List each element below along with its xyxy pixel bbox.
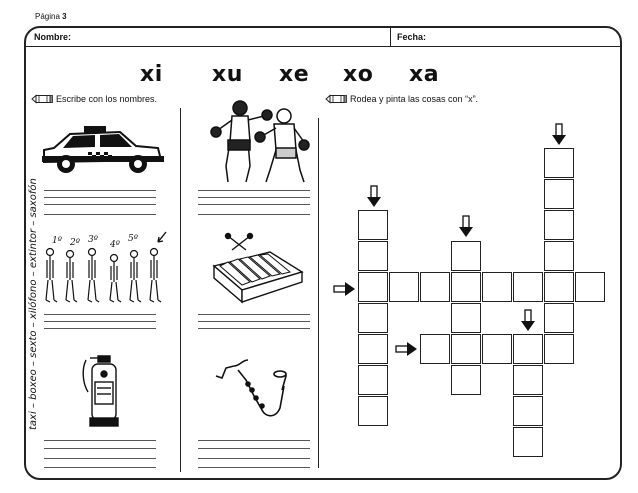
writing-line[interactable] — [198, 467, 310, 468]
crossword-cell[interactable] — [451, 334, 481, 364]
crossword-cell[interactable] — [358, 365, 388, 395]
ordinal-4: 4º — [110, 240, 120, 250]
writing-line[interactable] — [44, 328, 156, 329]
column-divider-left — [180, 108, 181, 472]
writing-line[interactable] — [198, 321, 310, 322]
people-queue-icon — [38, 228, 170, 306]
crossword-cell[interactable] — [544, 241, 574, 271]
crossword-cell[interactable] — [358, 210, 388, 240]
ordinal-1: 1º — [52, 236, 62, 246]
page-label-prefix: Página — [35, 12, 60, 21]
crossword-cell[interactable] — [544, 210, 574, 240]
crossword-cell[interactable] — [420, 272, 450, 302]
fire-extinguisher-icon — [78, 352, 128, 430]
crossword-cell[interactable] — [358, 334, 388, 364]
crossword-cell[interactable] — [451, 303, 481, 333]
pencil-icon — [325, 94, 347, 104]
crossword-cell[interactable] — [358, 272, 388, 302]
syllable-xa: xa — [409, 62, 440, 87]
date-field[interactable] — [432, 30, 612, 44]
crossword-cell[interactable] — [358, 303, 388, 333]
writing-line[interactable] — [198, 214, 310, 215]
date-field-label: Fecha: — [397, 32, 427, 42]
writing-line[interactable] — [44, 467, 156, 468]
crossword-cell[interactable] — [513, 334, 543, 364]
boxers-icon — [204, 96, 316, 184]
ordinal-5: 5º — [128, 234, 138, 244]
writing-line[interactable] — [198, 190, 310, 191]
writing-line[interactable] — [44, 440, 156, 441]
syllable-xo: xo — [343, 62, 374, 87]
writing-line[interactable] — [44, 321, 156, 322]
column-divider-right — [318, 118, 319, 468]
writing-line[interactable] — [44, 458, 156, 459]
header-split — [390, 27, 391, 47]
word-bank: taxi – boxeo – sexto – xilófono – extintor – saxofón — [28, 178, 39, 430]
crossword-cell[interactable] — [575, 272, 605, 302]
saxophone-icon — [212, 356, 288, 422]
writing-line[interactable] — [198, 448, 310, 449]
instruction-right-text: Rodea y pinta las cosas con “x”. — [350, 94, 479, 104]
crossword-cell[interactable] — [544, 148, 574, 178]
crossword-cell[interactable] — [358, 241, 388, 271]
syllable-xu: xu — [212, 62, 243, 87]
page-label — [35, 12, 67, 21]
instruction-right — [325, 94, 478, 104]
crossword-cell[interactable] — [544, 303, 574, 333]
writing-line[interactable] — [44, 448, 156, 449]
writing-line[interactable] — [44, 214, 156, 215]
crossword-cell[interactable] — [482, 272, 512, 302]
writing-line[interactable] — [198, 328, 310, 329]
crossword-cell[interactable] — [451, 241, 481, 271]
instruction-left-text: Escribe con los nombres. — [56, 94, 158, 104]
syllable-xi: xi — [140, 62, 163, 87]
pencil-icon — [31, 94, 53, 104]
crossword-cell[interactable] — [544, 179, 574, 209]
page-number: 3 — [62, 12, 67, 21]
writing-line[interactable] — [44, 190, 156, 191]
writing-line[interactable] — [198, 197, 310, 198]
writing-line[interactable] — [44, 314, 156, 315]
name-field-label: Nombre: — [34, 32, 72, 42]
crossword-cell[interactable] — [513, 396, 543, 426]
name-field[interactable] — [86, 30, 386, 44]
writing-line[interactable] — [198, 314, 310, 315]
crossword-cell[interactable] — [544, 334, 574, 364]
taxi-icon — [40, 120, 165, 178]
instruction-left — [31, 94, 157, 104]
writing-line[interactable] — [198, 458, 310, 459]
crossword-cell[interactable] — [513, 272, 543, 302]
writing-line[interactable] — [198, 204, 310, 205]
xylophone-icon — [210, 232, 306, 306]
crossword-cell[interactable] — [513, 427, 543, 457]
header-divider — [25, 46, 621, 47]
crossword-cell[interactable] — [451, 272, 481, 302]
crossword-cell[interactable] — [389, 272, 419, 302]
crossword-cell[interactable] — [420, 334, 450, 364]
writing-line[interactable] — [44, 204, 156, 205]
crossword-cell[interactable] — [482, 334, 512, 364]
writing-line[interactable] — [198, 440, 310, 441]
crossword-cell[interactable] — [358, 396, 388, 426]
crossword-cell[interactable] — [451, 365, 481, 395]
ordinal-2: 2º — [70, 238, 80, 248]
writing-line[interactable] — [44, 197, 156, 198]
crossword-cell[interactable] — [544, 272, 574, 302]
crossword-cell[interactable] — [513, 365, 543, 395]
syllable-xe: xe — [279, 62, 310, 87]
ordinal-3: 3º — [88, 235, 98, 245]
